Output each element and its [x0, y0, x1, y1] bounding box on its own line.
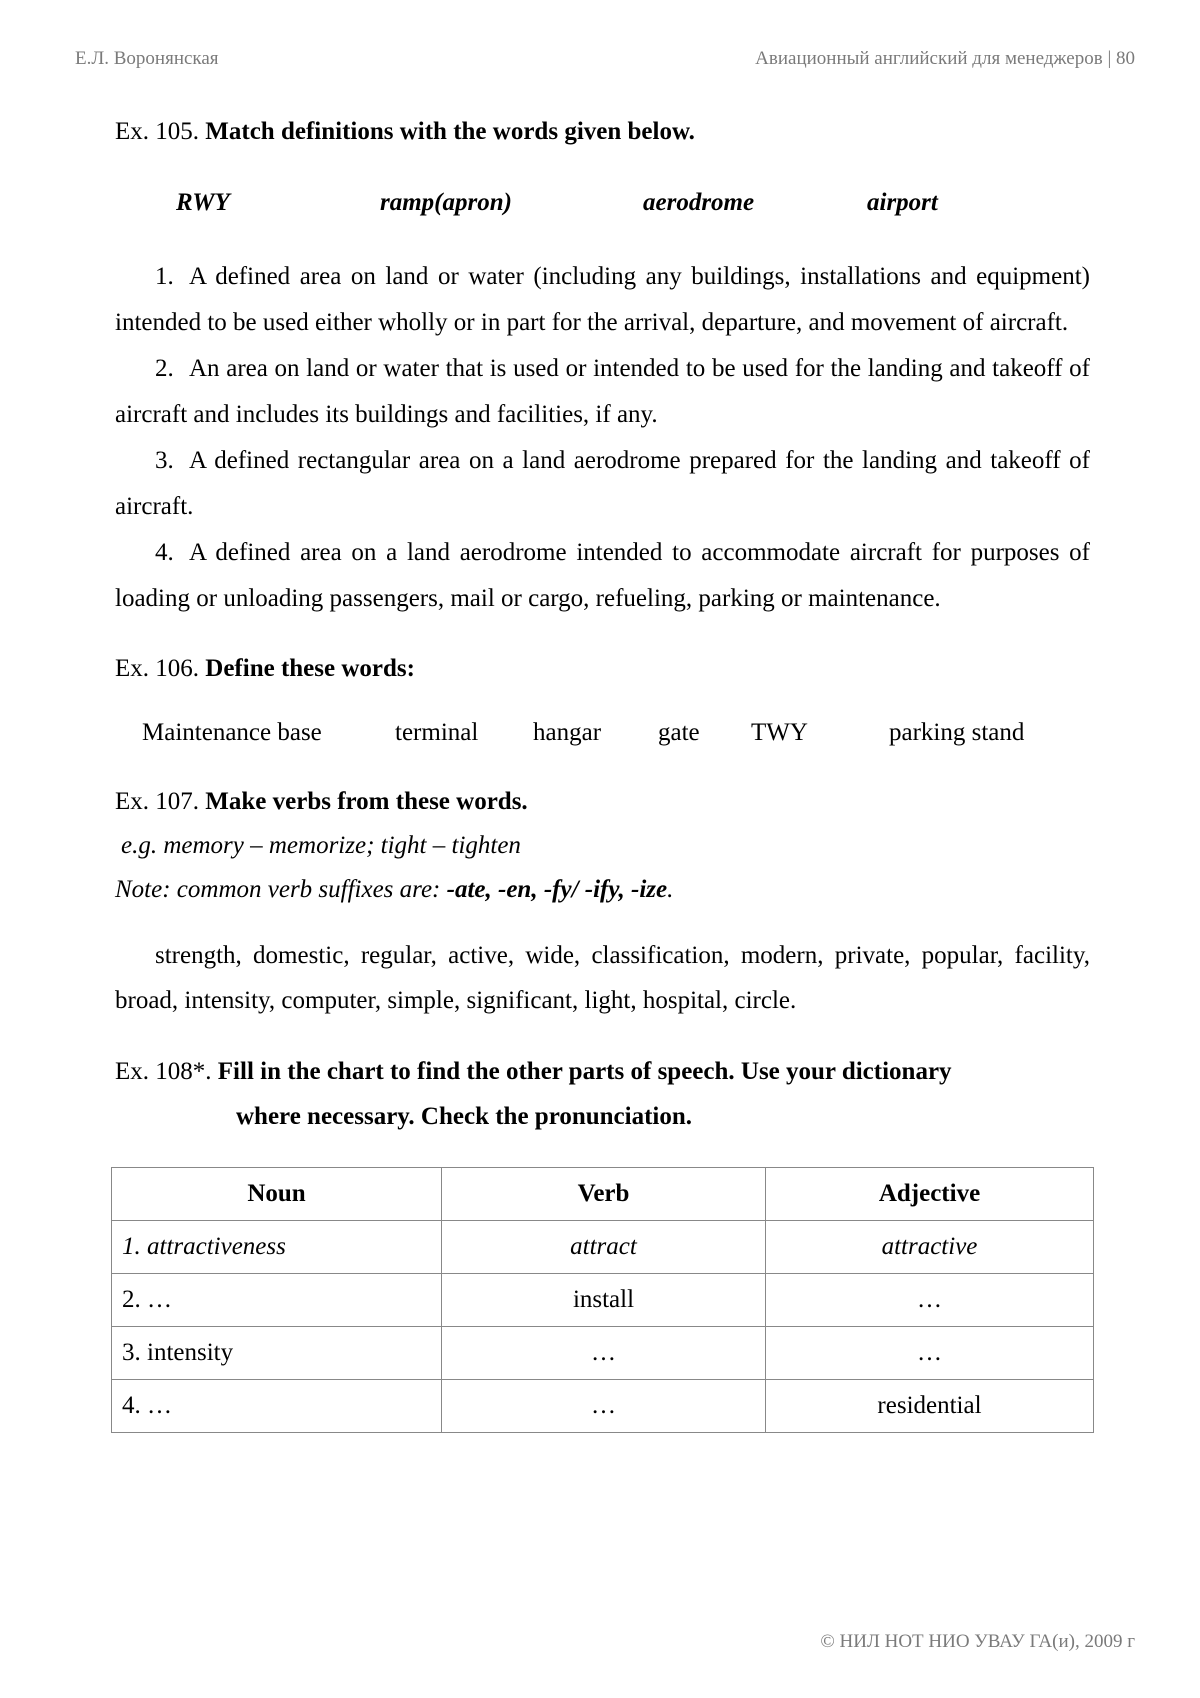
header-title-page: Авиационный английский для менеджеров | 80 — [755, 48, 1135, 69]
ex107-note-prefix: Note: common verb suffixes are: — [115, 876, 447, 903]
ex107-instruction: Make verbs from these words. — [205, 788, 528, 815]
definition-number: 3. — [155, 447, 174, 474]
ex105-heading — [115, 112, 1090, 152]
definition-number: 4. — [155, 539, 174, 566]
table-cell: install — [442, 1274, 766, 1327]
ex105-instruction: Match definitions with the words given below. — [205, 118, 695, 145]
ex106-word: hangar — [533, 719, 602, 746]
ex107-word-paragraph: strength, domestic, regular, active, wide, classification, modern, private, popular, facility, broad, intensity, computer, simple, significant, light, hospital, circle. — [115, 942, 1090, 1014]
table-cell: 3. intensity — [112, 1327, 442, 1380]
table-row — [112, 1221, 1094, 1274]
table-row — [112, 1380, 1094, 1433]
table-cell: 2. … — [112, 1274, 442, 1327]
ex106-heading — [115, 649, 1090, 689]
page-content — [115, 112, 1090, 1433]
column-header-adjective: Adjective — [766, 1168, 1094, 1221]
footer-copyright: © НИЛ НОТ НИО УВАУ ГА(и), 2009 г — [820, 1631, 1135, 1652]
table-cell: … — [766, 1274, 1094, 1327]
table-header-row — [112, 1168, 1094, 1221]
ex106-word-list — [115, 713, 1090, 753]
definition-number: 1. — [155, 263, 174, 290]
running-header — [75, 48, 1135, 70]
ex108-instruction-line2: where necessary. Check the pronunciation. — [236, 1103, 693, 1130]
definition-item — [115, 438, 1090, 530]
table-cell: … — [442, 1327, 766, 1380]
table-cell: 1. attractiveness — [112, 1221, 442, 1274]
header-author: Е.Л. Воронянская — [75, 48, 219, 69]
ex106-word: parking stand — [889, 719, 1025, 746]
ex107-note-suffixes: -ate, -en, -fy/ -ify, -ize — [446, 876, 668, 903]
ex105-word: airport — [867, 189, 938, 216]
table-cell: 4. … — [112, 1380, 442, 1433]
ex107-example: e.g. memory – memorize; tight – tighten — [121, 832, 521, 859]
table-row — [112, 1327, 1094, 1380]
table-cell: attractive — [766, 1221, 1094, 1274]
table-cell: residential — [766, 1380, 1094, 1433]
ex106-word: gate — [658, 719, 700, 746]
table-cell: … — [442, 1380, 766, 1433]
ex107-note — [115, 868, 1090, 912]
ex108-number: Ex. 108*. — [115, 1058, 212, 1085]
ex107-number: Ex. 107. — [115, 788, 200, 815]
ex105-definitions — [115, 254, 1090, 622]
ex105-word-list — [115, 183, 1090, 223]
ex106-word: TWY — [751, 719, 808, 746]
definition-item — [115, 530, 1090, 622]
column-header-verb: Verb — [442, 1168, 766, 1221]
parts-of-speech-table — [111, 1167, 1094, 1433]
definition-text: A defined area on a land aerodrome intended to accommodate aircraft for purposes of loading or unloading passengers, mail or cargo, refueling, parking or maintenance. — [115, 539, 1090, 612]
ex105-word: aerodrome — [643, 189, 755, 216]
ex108-heading — [115, 1049, 1090, 1139]
table-cell: … — [766, 1327, 1094, 1380]
ex106-word: terminal — [395, 719, 479, 746]
ex107-note-end: . — [667, 876, 674, 903]
definition-text: A defined area on land or water (including any buildings, installations and equipment) intended to be used either wholly or in part for the arrival, departure, and movement of aircraft. — [115, 263, 1090, 336]
ex107-block — [115, 780, 1090, 912]
table-row — [112, 1274, 1094, 1327]
ex106-number: Ex. 106. — [115, 655, 200, 682]
definition-item — [115, 254, 1090, 346]
ex105-word: ramp(apron) — [380, 189, 512, 216]
definition-text: An area on land or water that is used or intended to be used for the landing and takeoff of aircraft and includes its buildings and facilities, if any. — [115, 355, 1090, 428]
column-header-noun: Noun — [112, 1168, 442, 1221]
ex106-instruction: Define these words: — [205, 655, 415, 682]
ex106-word: Maintenance base — [142, 719, 322, 746]
definition-number: 2. — [155, 355, 174, 382]
table-cell: attract — [442, 1221, 766, 1274]
ex105-word: RWY — [176, 189, 230, 216]
definition-text: A defined rectangular area on a land aerodrome prepared for the landing and takeoff of aircraft. — [115, 447, 1090, 520]
ex105-number: Ex. 105. — [115, 118, 200, 145]
definition-item — [115, 346, 1090, 438]
ex107-heading — [115, 780, 1090, 824]
ex108-instruction-line1: Fill in the chart to find the other parts of speech. Use your dictionary — [217, 1058, 952, 1085]
